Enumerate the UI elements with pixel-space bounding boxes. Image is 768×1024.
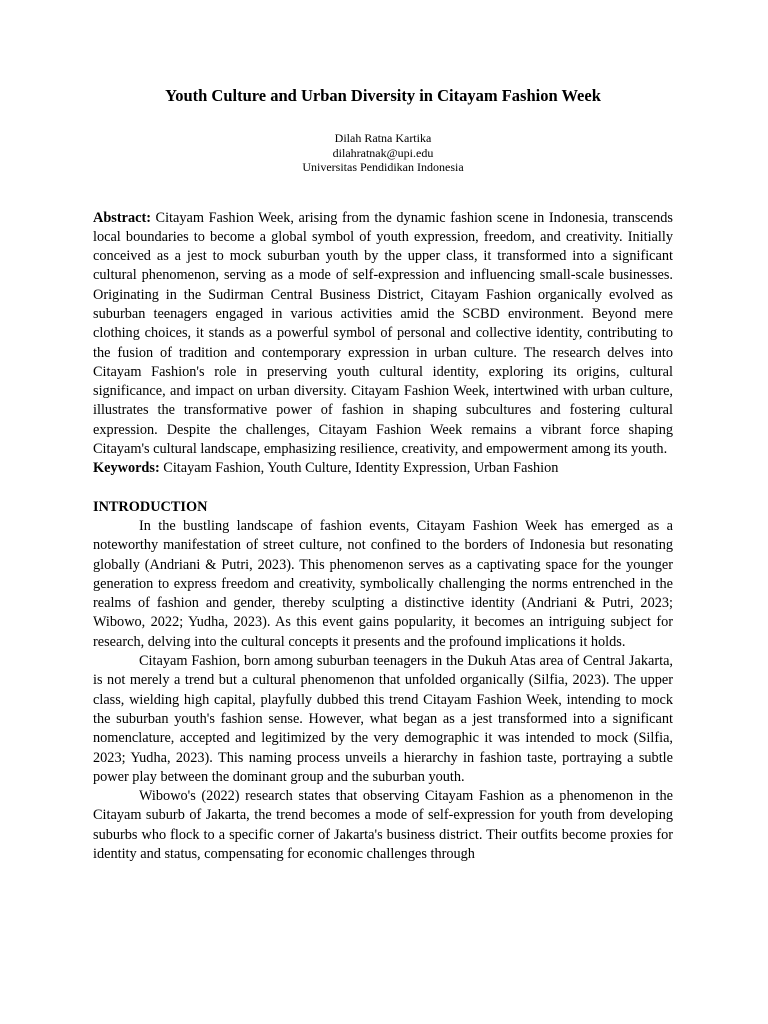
keywords	[93, 459, 673, 478]
intro-paragraph: Wibowo's (2022) research states that observing Citayam Fashion as a phenomenon in the Citayam suburb of Jakarta, the trend becomes a mode of self-expression for youth from developing suburbs who flock to a specific corner of Jakarta's business district. Their outfits become proxies for identity and status, compensating for economic challenges through	[93, 788, 673, 862]
abstract-label: Abstract:	[93, 209, 151, 226]
author-block	[93, 131, 673, 175]
abstract	[93, 209, 673, 460]
paper-title: Youth Culture and Urban Diversity in Citayam Fashion Week	[165, 86, 601, 105]
intro-paragraph: Citayam Fashion, born among suburban teenagers in the Dukuh Atas area of Central Jakarta, is not merely a trend but a cultural phenomenon that unfolded organically (Silfia, 2023). The upper class, wielding high capital, playfully dubbed this trend Citayam Fashion Week, intending to mock the suburban youth's fashion sense. However, what began as a jest transformed into a significant nomenclature, accepted and legitimized by the very demographic it was intended to mock (Silfia, 2023; Yudha, 2023). This naming process unveils a hierarchy in fashion taste, portraying a subtle power play between the dominant group and the suburban youth.	[93, 653, 673, 785]
abstract-text: Citayam Fashion Week, arising from the dynamic fashion scene in Indonesia, transcends local boundaries to become a global symbol of youth expression, freedom, and creativity. Initially conceived as a jest to mock suburban youth by the upper class, it transformed into a significant cultural phenomenon, serving as a mode of self-expression and influencing small-scale businesses. Originating in the Sudirman Central Business District, Citayam Fashion organically evolved as suburban teenagers engaged in various activities amid the SCBD environment. Beyond mere clothing choices, it stands as a powerful symbol of personal and collective identity, contributing to the fusion of tradition and contemporary expression in urban culture. The research delves into Citayam Fashion's role in preserving youth cultural identity, exploring its origins, cultural significance, and impact on urban diversity. Citayam Fashion Week, intertwined with urban culture, illustrates the transformative power of fashion in shaping subcultures and fostering cultural expression. Despite the challenges, Citayam Fashion Week remains a vibrant force shaping Citayam's cultural landscape, emphasizing resilience, creativity, and empowerment among its youth.	[93, 209, 673, 458]
section-heading-introduction: INTRODUCTION	[93, 498, 208, 515]
author-affiliation: Universitas Pendidikan Indonesia	[302, 160, 464, 174]
paper-page	[93, 86, 673, 864]
author-name: Dilah Ratna Kartika	[334, 131, 432, 145]
intro-paragraph: In the bustling landscape of fashion events, Citayam Fashion Week has emerged as a noteworthy manifestation of street culture, not confined to the borders of Indonesia but resonating globally (Andriani & Putri, 2023). This phenomenon serves as a captivating space for the younger generation to express freedom and creativity, symbolically challenging the norms entrenched in the realms of fashion and gender, thereby sculpting a distinctive identity (Andriani & Putri, 2023; Wibowo, 2022; Yudha, 2023). As this event gains popularity, it becomes an intriguing subject for research, delving into the cultural concepts it presents and the profound implications it holds.	[93, 517, 673, 650]
author-email: dilahratnak@upi.edu	[332, 145, 434, 160]
keywords-label: Keywords:	[93, 460, 160, 477]
keywords-text: Citayam Fashion, Youth Culture, Identity Expression, Urban Fashion	[163, 460, 559, 477]
